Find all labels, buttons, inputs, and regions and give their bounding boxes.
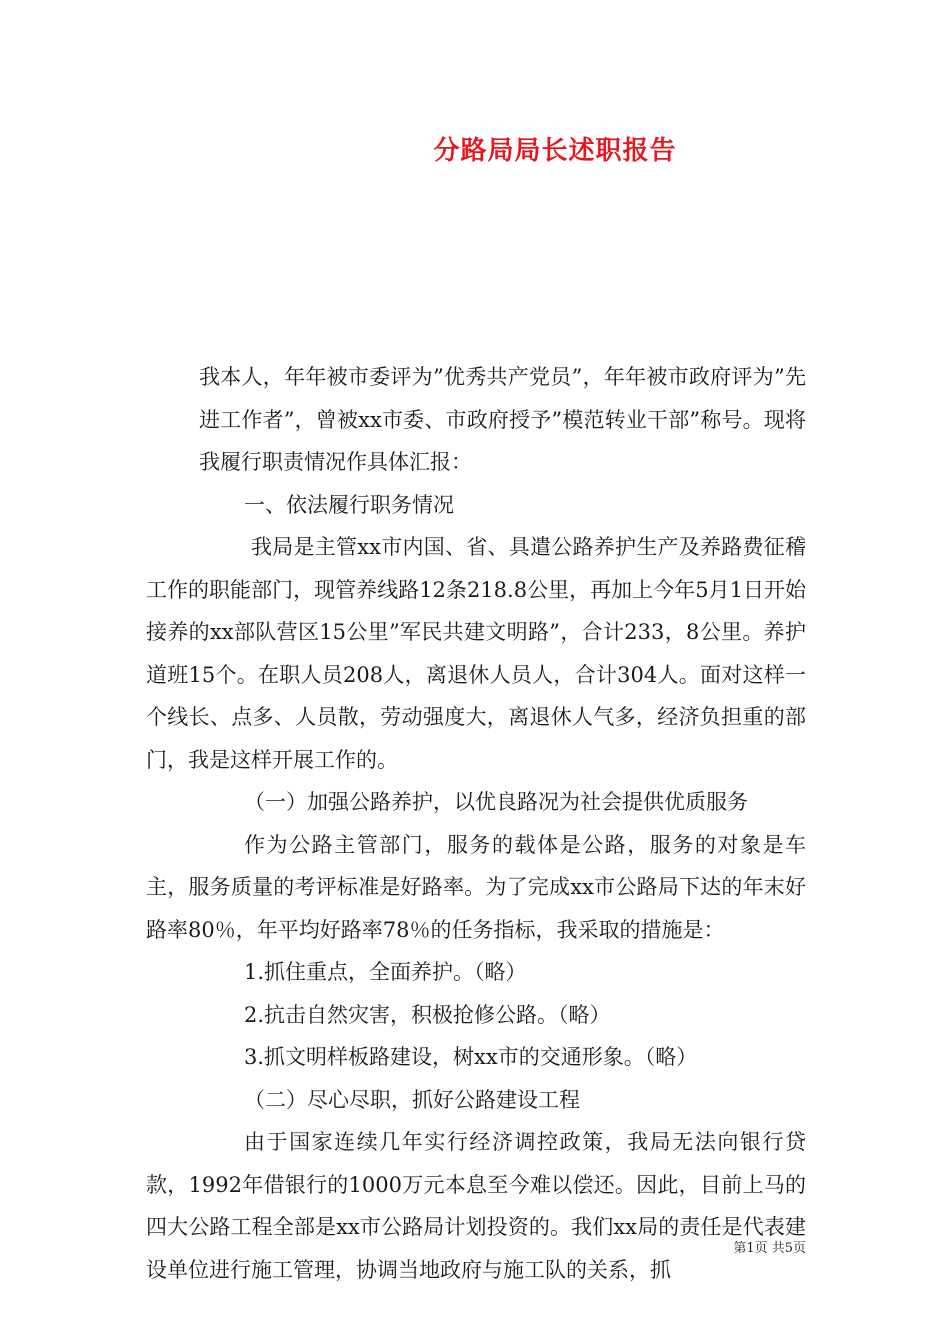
list-item-3: 3.抓文明样板路建设，树xx市的交通形象。（略） [244,1045,698,1069]
section-heading-1: 一、依法履行职务情况 [244,492,454,517]
document-body [146,356,806,1291]
intro-paragraph: 我本人，年年被市委评为”优秀共产党员”，年年被市政府评为”先进工作者”，曾被xx市委、市政府授予”模范转业干部”称号。现将我履行职责情况作具体汇报： [199,365,806,474]
page-footer: 第1页 共5页 [733,1241,806,1256]
list-item-2: 2.抗击自然灾害，积极抢修公路。（略） [244,1002,611,1027]
list-item-1: 1.抓住重点，全面养护。（略） [244,960,527,984]
subsection-heading-1: （一）加强公路养护，以优良路况为社会提供优质服务 [244,790,748,814]
subsection-heading-2: （二）尽心尽职，抓好公路建设工程 [244,1087,580,1112]
section-1-paragraph: 我局是主管xx市内国、省、具遣公路养护生产及养路费征稽工作的职能部门，现管养线路12条218.8公里，再加上今年5月1日开始接养的xx部队营区15公里”军民共建文明路”，合计233，8公里。养护道班15个。在职人员208人，离退休人员人，合计304人。面对这样一个线长、点多、人员散，劳动强度大，离退休人气多，经济负担重的部门，我是这样开展工作的。 [146,535,806,772]
subsection-1-paragraph: 作为公路主管部门，服务的载体是公路，服务的对象是车主，服务质量的考评标准是好路率。为了完成xx市公路局下达的年末好路率80％，年平均好路率78％的任务指标，我采取的措施是： [146,832,806,942]
document-title: 分路局局长述职报告 [433,136,677,166]
subsection-2-paragraph: 由于国家连续几年实行经济调控政策，我局无法向银行贷款，1992年借银行的1000万元本息至今难以偿还。因此，目前上马的四大公路工程全部是xx市公路局计划投资的。我们xx局的责任是代表建设单位进行施工管理，协调当地政府与施工队的关系，抓 [146,1130,806,1282]
